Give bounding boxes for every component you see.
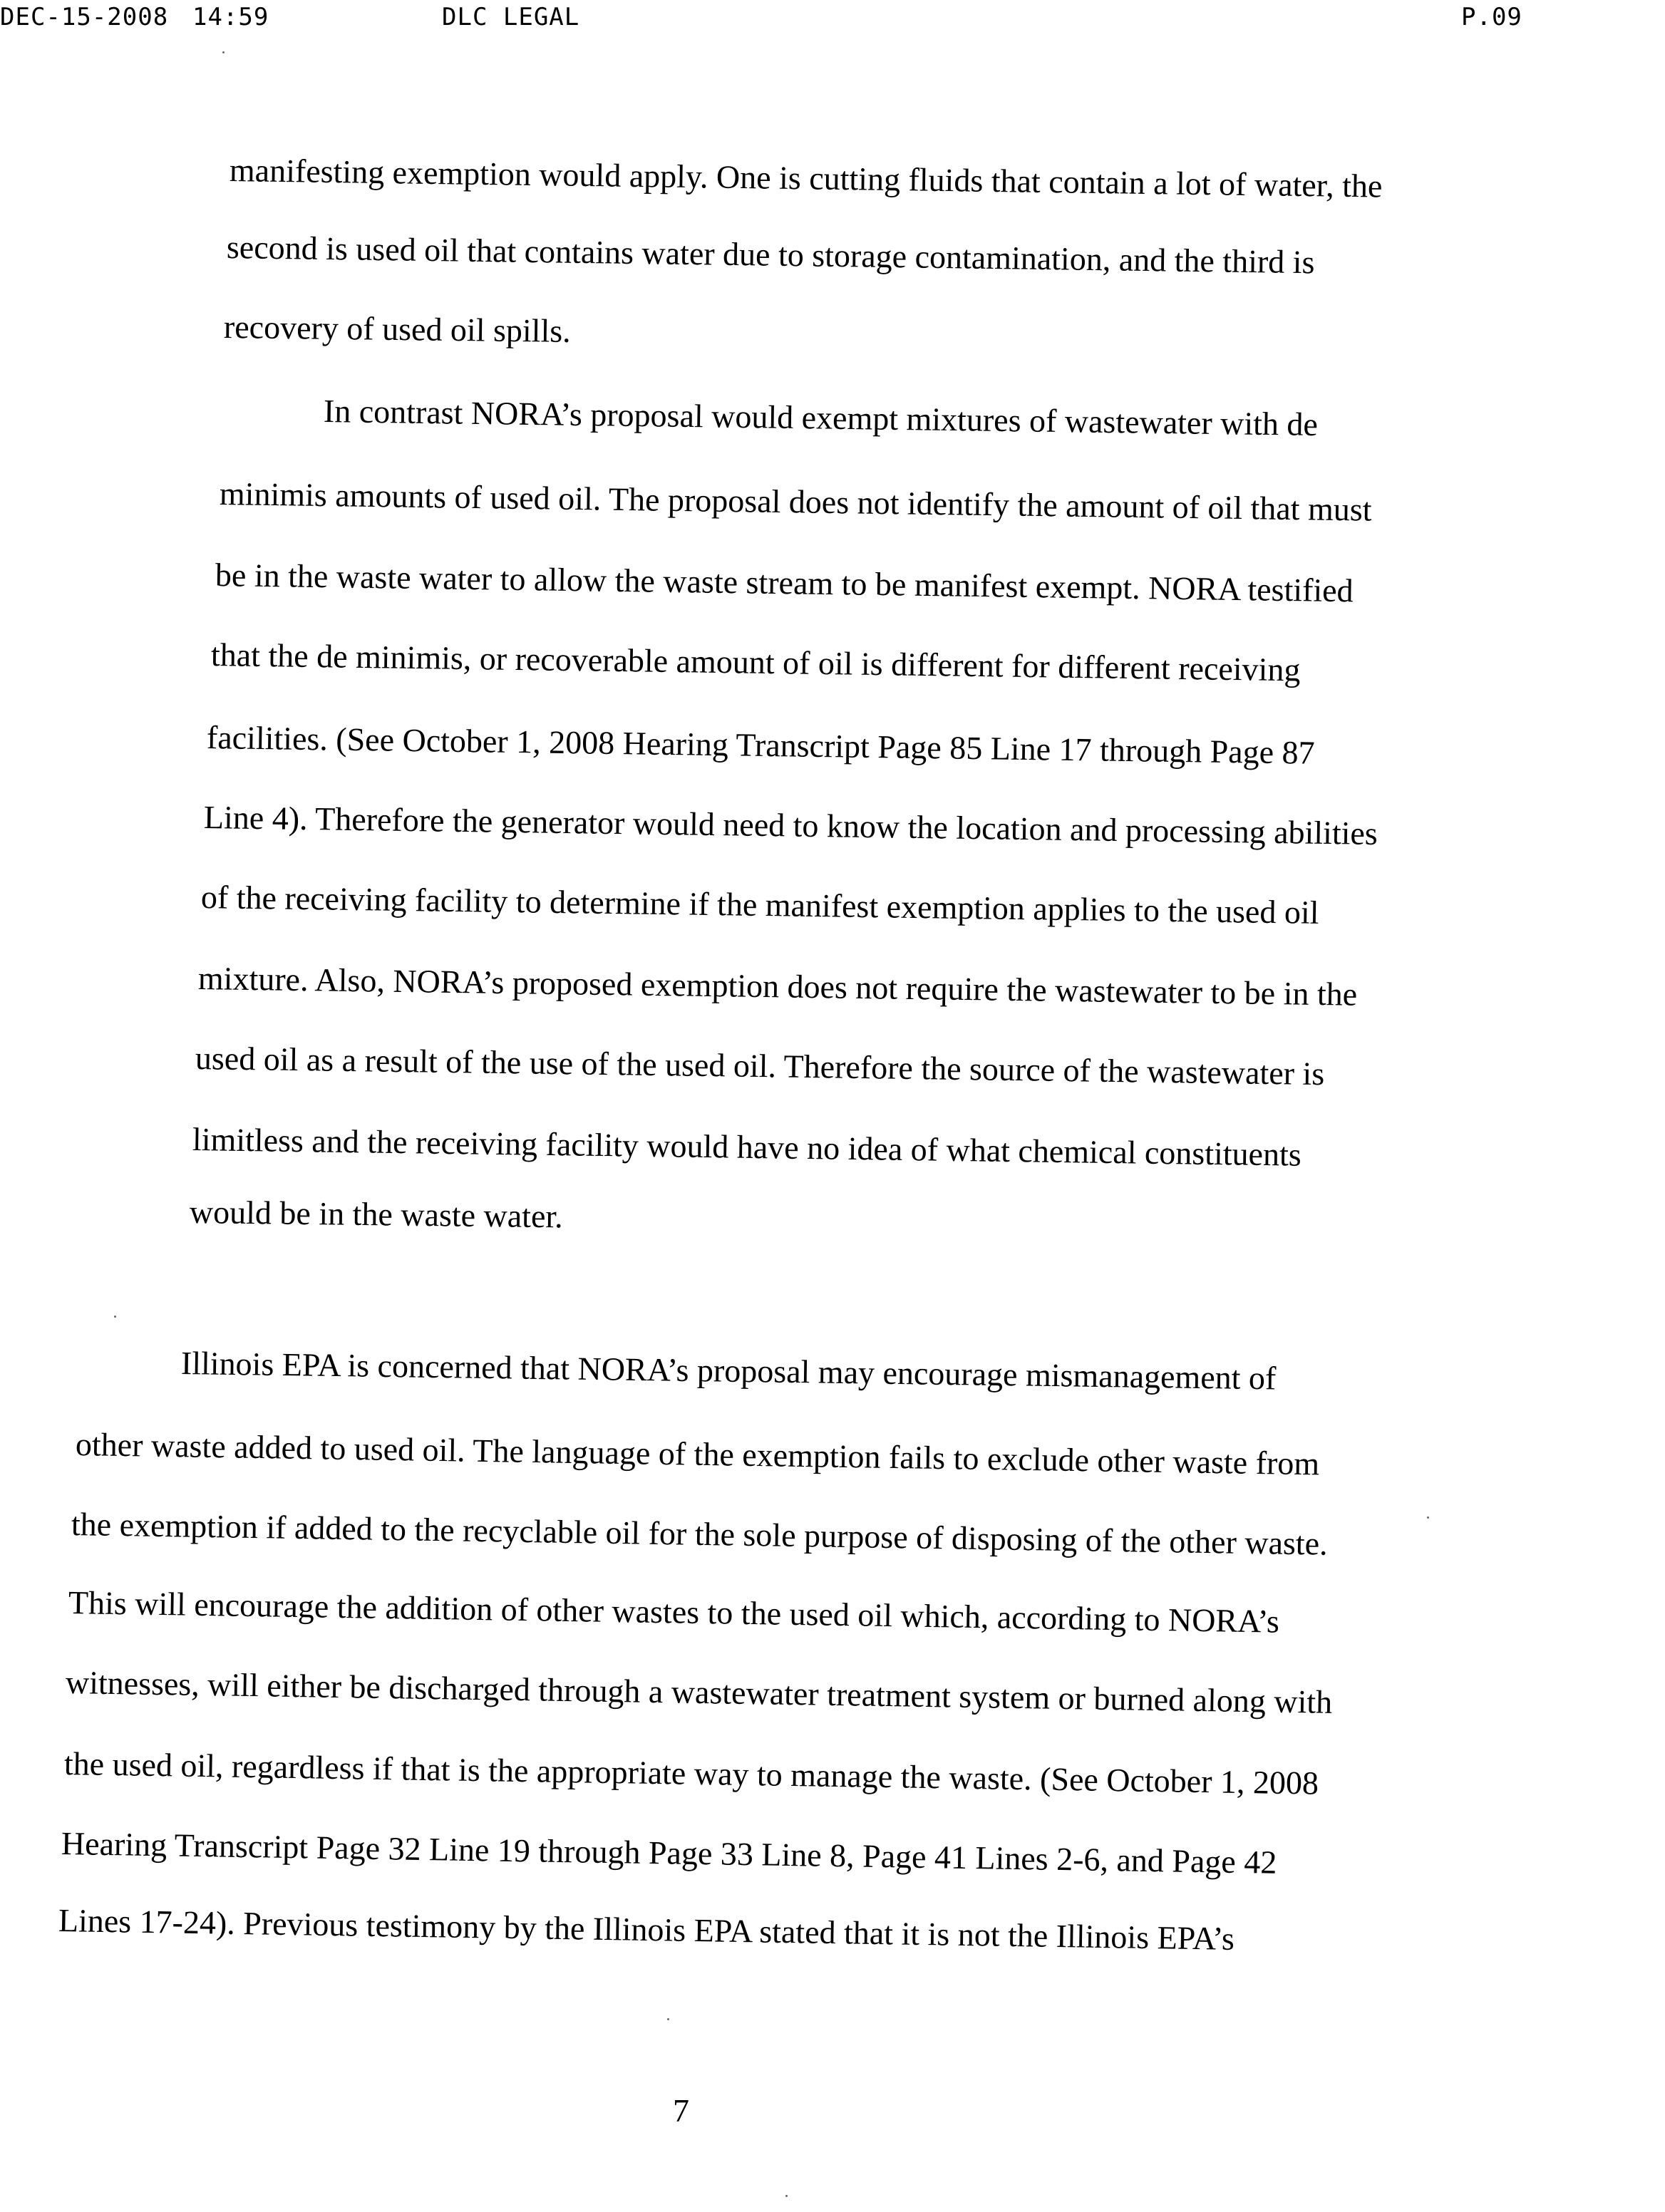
fax-sender: DLC LEGAL — [442, 3, 580, 31]
body-line: This will encourage the addition of other wastes to the used oil which, according to NORA’s — [68, 1584, 1280, 1640]
scan-speck — [114, 1316, 116, 1318]
body-line: Lines 17-24). Previous testimony by the Illinois EPA stated that it is not the Illinois EPA’s — [58, 1902, 1235, 1957]
body-line: limitless and the receiving facility would have no idea of what chemical constituents — [192, 1121, 1302, 1173]
body-line: be in the waste water to allow the waste stream to be manifest exempt. NORA testified — [215, 557, 1354, 609]
body-line: that the de minimis, or recoverable amount of oil is different for different receiving — [210, 636, 1301, 688]
body-line: would be in the waste water. — [189, 1194, 564, 1235]
body-line: other waste added to used oil. The language of the exemption fails to exclude other waste from — [75, 1426, 1320, 1482]
page-number: 7 — [673, 2092, 689, 2129]
body-line: of the receiving facility to determine if the manifest exemption applies to the used oil — [200, 879, 1319, 931]
body-line: recovery of used oil spills. — [223, 309, 572, 349]
body-line: second is used oil that contains water due to storage contamination, and the third is — [226, 229, 1315, 281]
scan-speck — [1427, 1516, 1429, 1519]
body-line: In contrast NORA’s proposal would exempt mixtures of wastewater with de — [323, 393, 1319, 443]
fax-time: 14:59 — [192, 3, 269, 31]
fax-header — [0, 0, 1665, 43]
scan-speck — [785, 2195, 788, 2197]
body-line: Illinois EPA is concerned that NORA’s proposal may encourage mismanagement of — [180, 1345, 1277, 1397]
body-line: manifesting exemption would apply. One is cutting fluids that contain a lot of water, the — [229, 152, 1383, 205]
body-line: facilities. (See October 1, 2008 Hearing Transcript Page 85 Line 17 through Page 87 — [206, 719, 1315, 771]
body-line: witnesses, will either be discharged through a wastewater treatment system or burned along with — [65, 1664, 1333, 1720]
scan-speck — [667, 2018, 669, 2020]
fax-date: DEC-15-2008 — [0, 3, 169, 31]
fax-page-number: P.09 — [1461, 3, 1522, 31]
body-line: Line 4). Therefore the generator would need to know the location and processing abilities — [203, 799, 1378, 852]
scan-speck — [222, 51, 225, 53]
body-line: the exemption if added to the recyclable oil for the sole purpose of disposing of the other waste. — [71, 1506, 1329, 1562]
body-line: mixture. Also, NORA’s proposed exemption does not require the wastewater to be in the — [197, 960, 1358, 1013]
body-line: the used oil, regardless if that is the appropriate way to manage the waste. (See October 1, 2008 — [63, 1745, 1319, 1802]
body-line: used oil as a result of the use of the used oil. Therefore the source of the wastewater is — [195, 1040, 1325, 1092]
body-line: minimis amounts of used oil. The proposal does not identify the amount of oil that must — [219, 475, 1372, 528]
body-line: Hearing Transcript Page 32 Line 19 through Page 33 Line 8, Page 41 Lines 2-6, and Page 42 — [61, 1825, 1277, 1881]
